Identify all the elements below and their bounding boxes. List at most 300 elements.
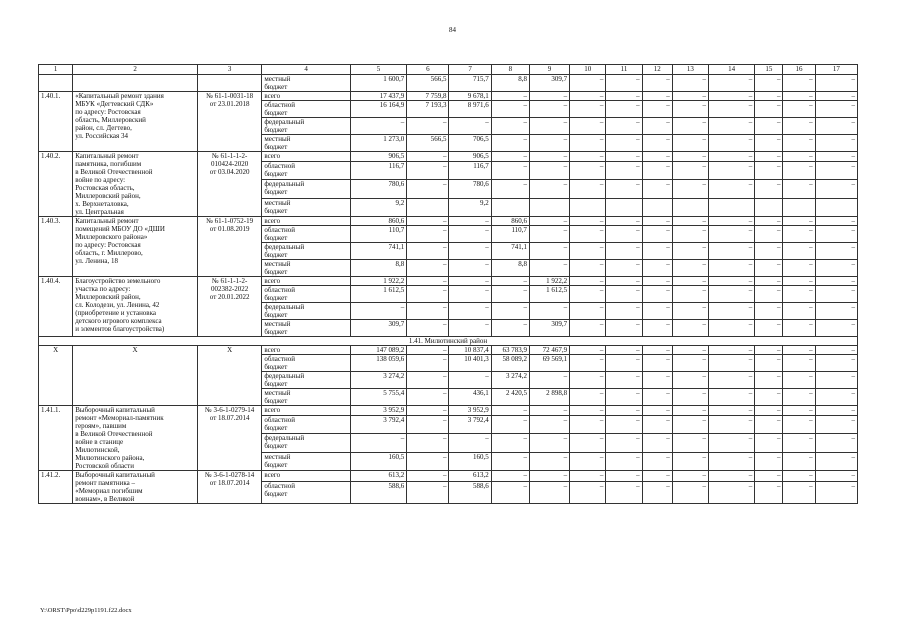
column-number-cell: 7 <box>449 65 491 75</box>
table-cell: местный бюджет <box>262 260 351 277</box>
table-cell: местный бюджет <box>262 75 351 92</box>
table-cell: – <box>491 161 529 179</box>
table-cell: – <box>783 243 815 260</box>
table-cell: 436,1 <box>449 389 491 406</box>
table-cell: – <box>709 92 755 101</box>
table-cell: – <box>783 161 815 179</box>
table-cell: – <box>642 118 672 135</box>
column-number-cell: 4 <box>262 65 351 75</box>
table-cell: 1 273,0 <box>350 135 406 152</box>
table-cell: – <box>755 101 783 118</box>
table-cell: – <box>815 346 857 355</box>
table-cell: – <box>709 355 755 372</box>
table-cell: 3 952,9 <box>449 406 491 416</box>
table-cell: – <box>755 355 783 372</box>
table-cell: – <box>642 243 672 260</box>
table-cell: 741,1 <box>350 243 406 260</box>
table-cell: 613,2 <box>350 471 406 482</box>
table-cell: 1.40.1. <box>39 92 73 152</box>
table-cell: – <box>815 406 857 416</box>
table-cell: – <box>491 452 529 470</box>
table-row <box>39 152 858 162</box>
table-cell: – <box>570 406 606 416</box>
table-cell: – <box>642 286 672 303</box>
table-cell: – <box>815 101 857 118</box>
table-cell <box>73 75 198 92</box>
table-cell: федеральный бюджет <box>262 434 351 452</box>
table-row <box>39 471 858 482</box>
table-cell: – <box>672 75 708 92</box>
table-cell: 715,7 <box>449 75 491 92</box>
table-cell: – <box>449 303 491 320</box>
table-cell: – <box>407 226 449 243</box>
table-cell: – <box>755 75 783 92</box>
table-cell: – <box>709 226 755 243</box>
table-cell: – <box>815 389 857 406</box>
table-cell: 1.41.2. <box>39 471 73 504</box>
table-cell: – <box>783 152 815 162</box>
table-cell: – <box>642 277 672 286</box>
table-cell: – <box>815 277 857 286</box>
table-cell: – <box>407 118 449 135</box>
table-cell: 63 783,9 <box>491 346 529 355</box>
table-cell: – <box>570 482 606 504</box>
table-cell: – <box>449 226 491 243</box>
table-cell: – <box>783 471 815 482</box>
table-cell: – <box>570 434 606 452</box>
table-cell: – <box>672 277 708 286</box>
table-cell: – <box>783 372 815 389</box>
table-cell: – <box>570 355 606 372</box>
table-cell: – <box>709 243 755 260</box>
table-cell: 860,6 <box>350 217 406 226</box>
table-cell: – <box>642 92 672 101</box>
table-cell: – <box>815 152 857 162</box>
column-number-cell: 10 <box>570 65 606 75</box>
table-cell: всего <box>262 92 351 101</box>
table-cell: – <box>606 92 642 101</box>
table-cell: – <box>529 180 569 198</box>
table-cell: – <box>449 286 491 303</box>
table-cell: – <box>491 101 529 118</box>
table-cell: – <box>606 389 642 406</box>
table-cell: – <box>672 161 708 179</box>
table-cell: – <box>642 471 672 482</box>
table-cell: – <box>815 260 857 277</box>
footer-file-path: Y:\ORST\Ppo\d229p1191.f22.docx <box>40 607 132 614</box>
table-cell: – <box>449 434 491 452</box>
table-cell: 2 420,5 <box>491 389 529 406</box>
table-cell: – <box>709 277 755 286</box>
table-cell: – <box>570 346 606 355</box>
table-cell: – <box>642 303 672 320</box>
table-cell: федеральный бюджет <box>262 303 351 320</box>
table-cell: – <box>529 372 569 389</box>
table-cell: – <box>606 286 642 303</box>
table-cell: – <box>815 415 857 433</box>
table-cell: – <box>672 286 708 303</box>
table-cell: всего <box>262 406 351 416</box>
table-cell: – <box>350 303 406 320</box>
table-cell: 160,5 <box>449 452 491 470</box>
table-cell: 780,6 <box>449 180 491 198</box>
table-cell: – <box>755 180 783 198</box>
table-cell: – <box>642 434 672 452</box>
table-cell: – <box>606 118 642 135</box>
table-cell: – <box>709 75 755 92</box>
table-cell: – <box>529 135 569 152</box>
table-cell: – <box>491 471 529 482</box>
table-cell: № 61-1-1-2- 010424-2020 от 03.04.2020 <box>197 152 261 217</box>
table-cell: – <box>606 161 642 179</box>
table-cell: всего <box>262 217 351 226</box>
table-cell <box>642 198 672 216</box>
table-cell: 1.40.4. <box>39 277 73 337</box>
table-cell <box>815 198 857 216</box>
table-cell: – <box>755 135 783 152</box>
table-cell: 9,2 <box>449 198 491 216</box>
table-cell: 613,2 <box>449 471 491 482</box>
table-cell: – <box>755 217 783 226</box>
table-cell: – <box>755 152 783 162</box>
table-cell: – <box>606 415 642 433</box>
table-cell: – <box>570 452 606 470</box>
table-cell: – <box>642 355 672 372</box>
table-cell: областной бюджет <box>262 482 351 504</box>
table-cell: – <box>449 372 491 389</box>
column-number-cell: 3 <box>197 65 261 75</box>
table-row <box>39 75 858 92</box>
table-cell: – <box>491 482 529 504</box>
table-cell: – <box>642 260 672 277</box>
table-cell: 160,5 <box>350 452 406 470</box>
table-cell: – <box>491 118 529 135</box>
section-heading: 1.41. Милютинский район <box>39 337 858 346</box>
table-cell: 69 569,1 <box>529 355 569 372</box>
table-cell <box>755 198 783 216</box>
table-header-row <box>39 65 858 75</box>
table-cell: – <box>529 260 569 277</box>
table-cell: – <box>491 303 529 320</box>
table-cell: 7 193,3 <box>407 101 449 118</box>
table-cell: – <box>642 452 672 470</box>
table-cell: – <box>755 452 783 470</box>
table-cell: – <box>783 320 815 337</box>
table-cell: Благоустройство земельного участка по адресу: Миллеровский район, сл. Колодези, ул. Ленина, 42 (приобретение и установка детского игрового комплекса и элементов благоустройства) <box>73 277 198 337</box>
table-cell: – <box>407 406 449 416</box>
table-cell: – <box>755 471 783 482</box>
table-cell <box>197 75 261 92</box>
table-cell: местный бюджет <box>262 389 351 406</box>
table-cell: – <box>529 406 569 416</box>
table-row <box>39 217 858 226</box>
table-cell: – <box>407 243 449 260</box>
table-cell: – <box>570 243 606 260</box>
table-cell <box>709 198 755 216</box>
table-cell: – <box>491 135 529 152</box>
table-cell: – <box>709 152 755 162</box>
table-cell: – <box>606 346 642 355</box>
table-cell: 566,5 <box>407 135 449 152</box>
table-cell: – <box>672 152 708 162</box>
table-cell: – <box>709 415 755 433</box>
table-cell: – <box>642 226 672 243</box>
column-number-cell: 12 <box>642 65 672 75</box>
table-cell: – <box>491 180 529 198</box>
table-cell: – <box>709 471 755 482</box>
column-number-cell: 2 <box>73 65 198 75</box>
table-cell: – <box>407 471 449 482</box>
table-cell: 309,7 <box>350 320 406 337</box>
table-cell: – <box>815 471 857 482</box>
table-cell: – <box>449 277 491 286</box>
table-cell: местный бюджет <box>262 135 351 152</box>
table-cell: 8,8 <box>350 260 406 277</box>
table-cell: – <box>570 226 606 243</box>
table-cell: – <box>642 217 672 226</box>
table-cell: – <box>570 286 606 303</box>
table-cell: – <box>783 135 815 152</box>
table-cell: – <box>407 260 449 277</box>
column-number-cell: 16 <box>783 65 815 75</box>
table-cell: – <box>449 217 491 226</box>
table-cell: 906,5 <box>449 152 491 162</box>
table-cell: – <box>642 482 672 504</box>
column-number-cell: 17 <box>815 65 857 75</box>
table-cell: – <box>672 346 708 355</box>
table-cell: 588,6 <box>449 482 491 504</box>
table-cell: – <box>815 180 857 198</box>
table-cell: – <box>755 482 783 504</box>
table-cell: – <box>783 434 815 452</box>
table-cell: – <box>407 346 449 355</box>
table-cell: – <box>709 161 755 179</box>
table-cell: – <box>642 161 672 179</box>
table-cell: – <box>606 372 642 389</box>
table-cell: – <box>755 303 783 320</box>
table-cell: – <box>709 320 755 337</box>
table-cell: – <box>642 406 672 416</box>
table-cell: всего <box>262 346 351 355</box>
table-cell: федеральный бюджет <box>262 372 351 389</box>
table-row <box>39 406 858 416</box>
table-cell: – <box>783 118 815 135</box>
table-cell: – <box>672 355 708 372</box>
table-cell <box>529 198 569 216</box>
table-cell: – <box>407 434 449 452</box>
table-cell: – <box>783 346 815 355</box>
table-cell: областной бюджет <box>262 355 351 372</box>
table-cell: – <box>783 217 815 226</box>
table-cell: 1.40.2. <box>39 152 73 217</box>
table-cell: – <box>815 92 857 101</box>
table-cell: – <box>783 482 815 504</box>
table-cell: 16 164,9 <box>350 101 406 118</box>
table-cell: 5 755,4 <box>350 389 406 406</box>
table-cell: 116,7 <box>449 161 491 179</box>
table-cell: – <box>606 217 642 226</box>
table-cell <box>570 198 606 216</box>
table-cell: – <box>709 452 755 470</box>
table-cell: – <box>672 389 708 406</box>
table-cell: – <box>407 355 449 372</box>
table-cell: – <box>783 389 815 406</box>
table-cell: «Капитальный ремонт здания МБУК «Дегтевский СДК» по адресу: Ростовская область, Миллеровский район, сл. Дегтево, ул. Российская 34 <box>73 92 198 152</box>
table-cell: Выборочный капитальный ремонт «Мемориал-памятник героям», павшим в Великой Отечественной войне в станице Милютинской, Милютинского района, Ростовской области <box>73 406 198 471</box>
table-cell: 9 678,1 <box>449 92 491 101</box>
table-cell: – <box>755 161 783 179</box>
table-cell: – <box>815 372 857 389</box>
table-cell: 1 600,7 <box>350 75 406 92</box>
table-cell: – <box>407 277 449 286</box>
table-cell: – <box>606 320 642 337</box>
table-cell: – <box>606 482 642 504</box>
table-cell: – <box>529 471 569 482</box>
table-cell: 147 089,2 <box>350 346 406 355</box>
table-cell: – <box>672 471 708 482</box>
table-cell: федеральный бюджет <box>262 243 351 260</box>
table-cell: местный бюджет <box>262 320 351 337</box>
table-cell: – <box>606 355 642 372</box>
table-cell: – <box>815 286 857 303</box>
table-cell: – <box>491 320 529 337</box>
table-cell: – <box>672 303 708 320</box>
table-cell: – <box>642 135 672 152</box>
table-cell: – <box>709 118 755 135</box>
table-cell: – <box>672 406 708 416</box>
table-cell <box>672 198 708 216</box>
table-cell: – <box>529 452 569 470</box>
table-cell: – <box>815 217 857 226</box>
table-cell: федеральный бюджет <box>262 180 351 198</box>
table-cell: 906,5 <box>350 152 406 162</box>
table-cell: – <box>709 303 755 320</box>
table-cell: – <box>709 260 755 277</box>
table-cell: 2 898,8 <box>529 389 569 406</box>
table-cell: – <box>606 135 642 152</box>
table-cell: всего <box>262 152 351 162</box>
table-cell: 110,7 <box>491 226 529 243</box>
table-cell: – <box>783 180 815 198</box>
table-cell: – <box>606 75 642 92</box>
table-cell: 110,7 <box>350 226 406 243</box>
table-cell: – <box>783 452 815 470</box>
table-cell: – <box>570 217 606 226</box>
table-cell: – <box>709 434 755 452</box>
column-number-cell: 5 <box>350 65 406 75</box>
table-cell: – <box>606 260 642 277</box>
table-cell: – <box>672 243 708 260</box>
table-cell: 1.40.3. <box>39 217 73 277</box>
column-number-cell: 14 <box>709 65 755 75</box>
table-cell: – <box>529 415 569 433</box>
table-cell: – <box>642 389 672 406</box>
table-cell: – <box>815 226 857 243</box>
table-cell: – <box>642 346 672 355</box>
table-cell: 706,5 <box>449 135 491 152</box>
table-cell: – <box>755 346 783 355</box>
table-cell: 10 837,4 <box>449 346 491 355</box>
table-cell: – <box>570 372 606 389</box>
table-cell: – <box>755 320 783 337</box>
table-cell: 3 274,2 <box>350 372 406 389</box>
table-cell: 8,8 <box>491 75 529 92</box>
table-cell: – <box>672 180 708 198</box>
table-cell: – <box>642 180 672 198</box>
table-cell: – <box>529 434 569 452</box>
table-cell: 138 059,6 <box>350 355 406 372</box>
table-cell: – <box>407 217 449 226</box>
column-number-cell: 8 <box>491 65 529 75</box>
table-cell: № 3-6-1-0279-14 от 18.07.2014 <box>197 406 261 471</box>
table-cell: 17 437,9 <box>350 92 406 101</box>
table-cell: – <box>815 434 857 452</box>
table-cell: – <box>672 372 708 389</box>
table-cell: – <box>606 406 642 416</box>
table-cell: – <box>529 226 569 243</box>
table-cell: – <box>815 303 857 320</box>
table-cell: 8 971,6 <box>449 101 491 118</box>
column-number-cell: 9 <box>529 65 569 75</box>
table-cell: № 3-6-1-0278-14 от 18.07.2014 <box>197 471 261 504</box>
table-cell: 1 612,5 <box>529 286 569 303</box>
table-cell: – <box>606 434 642 452</box>
table-cell: – <box>672 92 708 101</box>
table-cell: 588,6 <box>350 482 406 504</box>
table-cell: – <box>642 75 672 92</box>
table-cell: 58 089,2 <box>491 355 529 372</box>
table-cell: областной бюджет <box>262 161 351 179</box>
table-cell: 9,2 <box>350 198 406 216</box>
table-cell: № 61-1-0752-19 от 01.08.2019 <box>197 217 261 277</box>
table-cell: – <box>783 75 815 92</box>
table-cell: – <box>709 101 755 118</box>
table-cell: – <box>491 406 529 416</box>
table-cell: Капитальный ремонт помещений МБОУ ДО «ДШИ Миллеровского района» по адресу: Ростовская область, г. Миллерово, ул. Ленина, 18 <box>73 217 198 277</box>
table-cell: – <box>755 277 783 286</box>
table-cell: – <box>672 135 708 152</box>
table-cell: – <box>815 161 857 179</box>
table-cell: – <box>672 415 708 433</box>
table-cell: Х <box>197 346 261 406</box>
table-cell: – <box>815 482 857 504</box>
table-cell: – <box>529 243 569 260</box>
table-cell: – <box>783 286 815 303</box>
table-cell: – <box>407 415 449 433</box>
section-heading-row <box>39 337 858 346</box>
table-cell: – <box>491 277 529 286</box>
table-cell: федеральный бюджет <box>262 118 351 135</box>
table-cell: – <box>783 277 815 286</box>
table-cell: – <box>449 243 491 260</box>
table-cell: – <box>672 101 708 118</box>
table-cell: – <box>570 320 606 337</box>
table-cell: – <box>672 434 708 452</box>
table-cell: – <box>783 415 815 433</box>
table-cell: – <box>606 101 642 118</box>
table-cell: 3 792,4 <box>449 415 491 433</box>
table-cell: – <box>570 92 606 101</box>
table-cell: – <box>407 303 449 320</box>
table-cell: – <box>570 135 606 152</box>
column-number-cell: 15 <box>755 65 783 75</box>
table-cell: – <box>407 180 449 198</box>
table-cell: 309,7 <box>529 320 569 337</box>
table-cell: областной бюджет <box>262 226 351 243</box>
table-cell: – <box>783 406 815 416</box>
table-cell: – <box>570 152 606 162</box>
table-cell <box>407 198 449 216</box>
